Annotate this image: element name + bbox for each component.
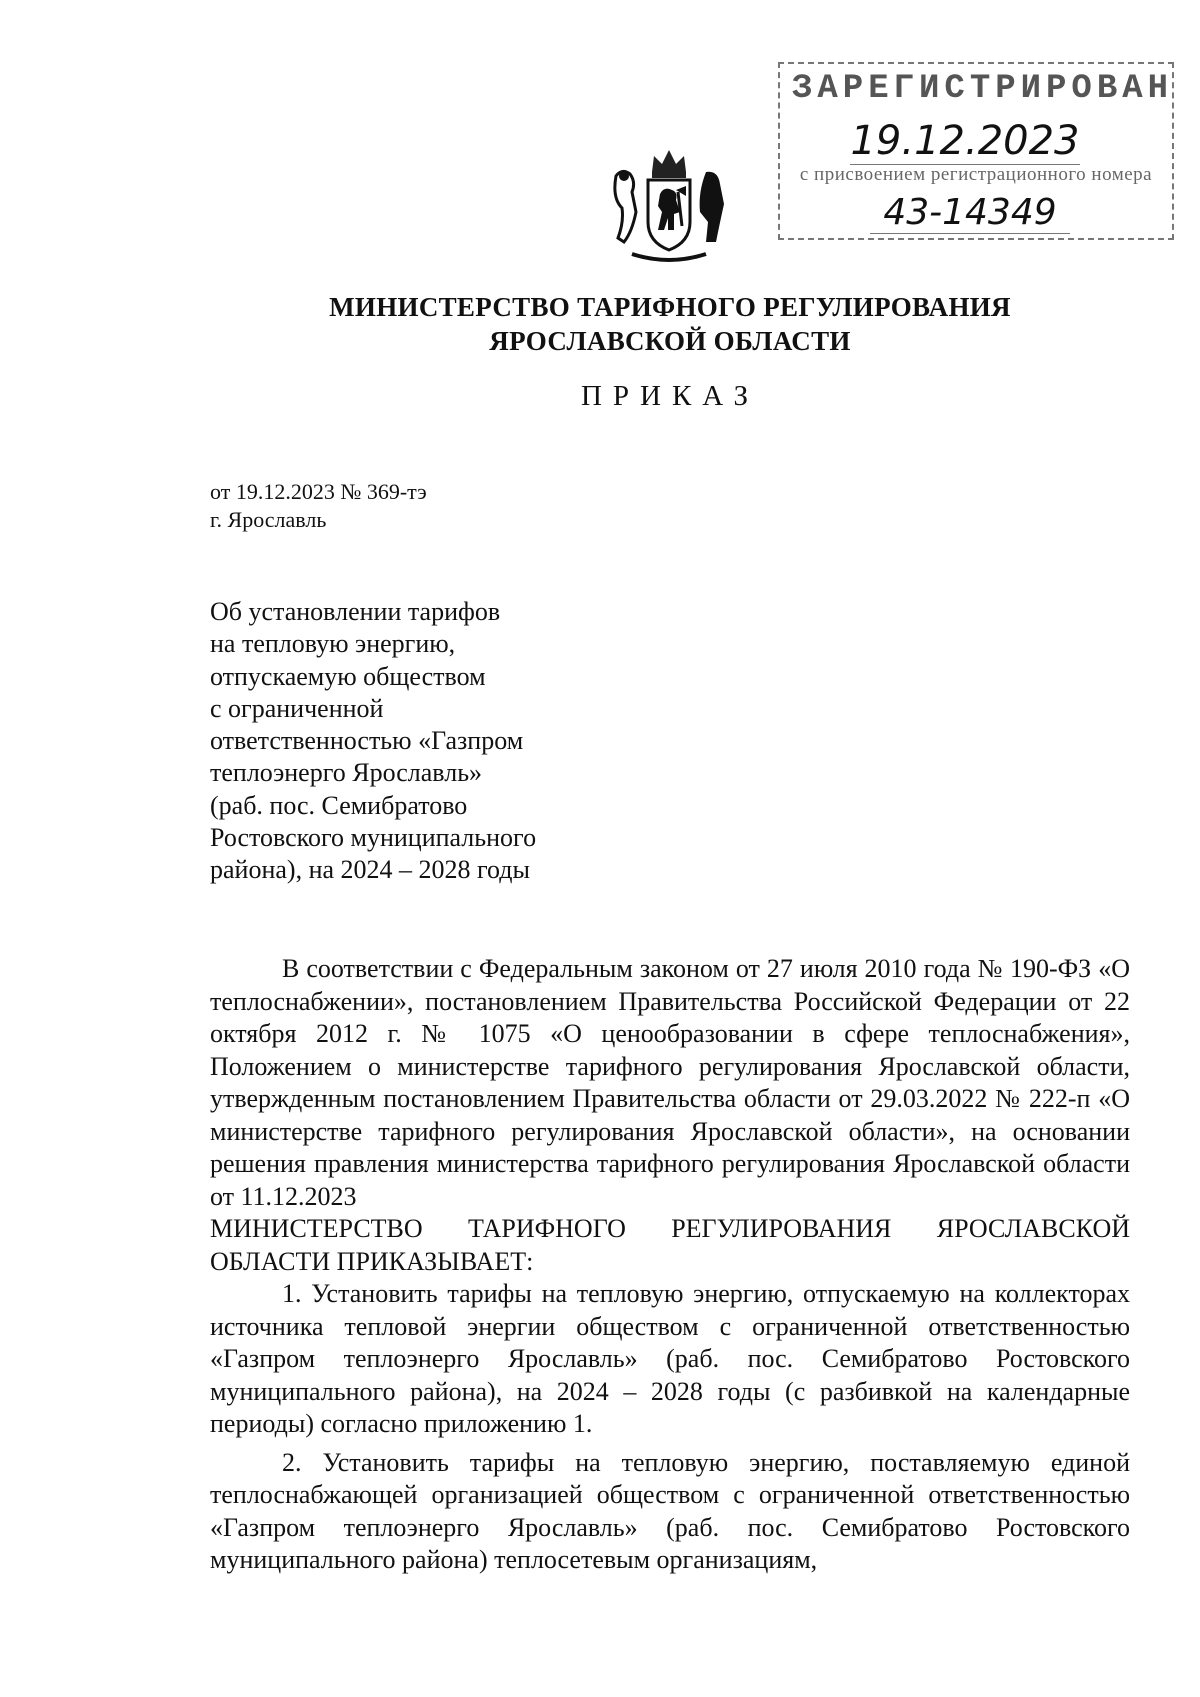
subject-line: Ростовского муниципального — [210, 823, 537, 853]
ministry-title-line2: ЯРОСЛАВСКОЙ ОБЛАСТИ — [489, 326, 851, 356]
coat-of-arms-icon — [602, 142, 736, 270]
stamp-date: 19.12.2023 — [850, 118, 1080, 164]
stamp-number: 43-14349 — [870, 192, 1070, 234]
subject-line: теплоэнерго Ярославль» — [210, 758, 483, 788]
item-2-paragraph: 2. Установить тарифы на тепловую энергию, поставляемую единой теплоснабжающей организацией обществом с ограниченной ответственностью «Газпром теплоэнерго Ярославль» (раб. пос. Семибратово Ростовского муниципального района) теплосетевым организациям, — [210, 1447, 1130, 1574]
document-body — [210, 953, 1130, 1577]
subject-line: с ограниченной — [210, 693, 384, 723]
stamp-title: ЗАРЕГИСТРИРОВАН — [792, 70, 1174, 108]
subject-line: (раб. пос. Семибратово — [210, 790, 468, 820]
registration-stamp — [778, 62, 1174, 240]
subject-line: на тепловую энергию, — [210, 629, 456, 659]
subject-line: Об установлении тарифов — [210, 597, 501, 626]
document-subject — [210, 596, 610, 887]
subject-line: отпускаемую обществом — [210, 661, 486, 691]
ministry-title — [200, 290, 1140, 358]
city: г. Ярославль — [210, 507, 327, 532]
ministry-title-line1: МИНИСТЕРСТВО ТАРИФНОГО РЕГУЛИРОВАНИЯ — [329, 292, 1011, 322]
date-number: от 19.12.2023 № 369-тэ — [210, 479, 427, 504]
document-type: ПРИКАЗ — [580, 380, 760, 412]
document-meta — [210, 478, 427, 534]
subject-line: района), на 2024 – 2028 годы — [210, 855, 530, 885]
preamble-paragraph: В соответствии с Федеральным законом от 27 июля 2010 года № 190-ФЗ «О теплоснабжении», постановлением Правительства Российской Федерации от 22 октября 2012 г. № 1075 «О ценообразовании в сфере теплоснабжения», Положением о министерстве тарифного регулирования Ярославской области, утвержденным постановлением Правительства области от 29.03.2022 № 222-п «О министерстве тарифного регулирования Ярославской области», на основании решения правления министерства тарифного регулирования Ярославской области от 11.12.2023 — [210, 954, 1130, 1211]
item-1-paragraph: 1. Установить тарифы на тепловую энергию, отпускаемую на коллекторах источника тепловой энергии обществом с ограниченной ответственностью «Газпром теплоэнерго Ярославль» (раб. пос. Семибратово Ростовского муниципального района), на 2024 – 2028 годы (с разбивкой на календарные периоды) согласно приложению 1. — [210, 1279, 1130, 1438]
subject-line: ответственностью «Газпром — [210, 726, 524, 756]
stamp-note: с присвоением регистрационного номера — [799, 164, 1153, 185]
orders-paragraph: МИНИСТЕРСТВО ТАРИФНОГО РЕГУЛИРОВАНИЯ ЯРОСЛАВСКОЙ ОБЛАСТИ ПРИКАЗЫВАЕТ: — [210, 1214, 1130, 1276]
